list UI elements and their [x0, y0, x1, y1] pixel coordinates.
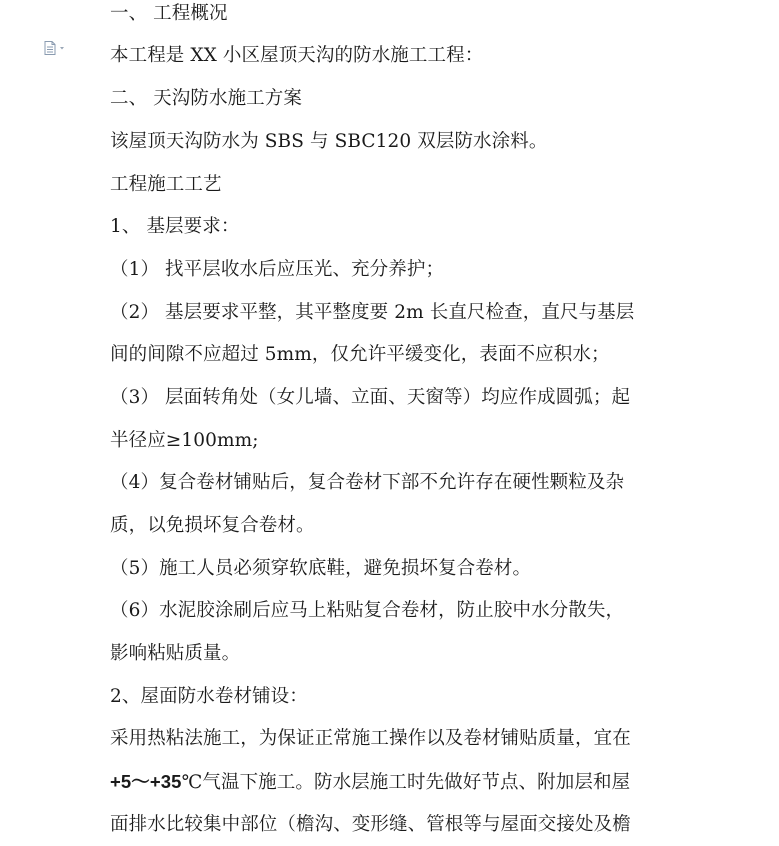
heading-overview: 一、 工程概况 [110, 3, 228, 24]
temperature-range: +5～+35 [110, 771, 182, 792]
paragraph-drainage: 面排水比较集中部位（檐沟、变形缝、管根等与屋面交接处及檐 [110, 814, 631, 835]
paragraph-material: 该屋顶天沟防水为 SBS 与 SBC120 双层防水涂料。 [110, 131, 548, 152]
heading-plan: 二、 天沟防水施工方案 [110, 88, 302, 109]
document-icon[interactable] [44, 41, 66, 55]
heading-process: 工程施工工艺 [110, 174, 222, 195]
list-item-4: （4）复合卷材铺贴后，复合卷材下部不允许存在硬性颗粒及杂 [110, 472, 625, 493]
list-item-5: （5）施工人员必须穿软底鞋，避免损坏复合卷材。 [110, 558, 532, 579]
paragraph-intro: 本工程是 XX 小区屋顶天沟的防水施工工程： [110, 45, 484, 66]
list-item-2-cont: 间的间隙不应超过 5mm，仅允许平缓变化，表面不应积水； [110, 344, 610, 365]
list-item-3: （3） 层面转角处（女儿墙、立面、天窗等）均应作成圆弧；起 [110, 387, 631, 408]
list-item-3-cont: 半径应≥100mm; [110, 430, 259, 451]
list-item-1: （1） 找平层收水后应压光、充分养护； [110, 259, 445, 280]
heading-membrane: 2、屋面防水卷材铺设： [110, 686, 308, 707]
paragraph-hot-method: 采用热粘法施工，为保证正常施工操作以及卷材铺贴质量，宜在 [110, 728, 631, 749]
list-item-4-cont: 质，以免损坏复合卷材。 [110, 515, 315, 536]
list-item-2: （2） 基层要求平整，其平整度要 2m 长直尺检查，直尺与基层 [110, 302, 635, 323]
list-item-6: （6）水泥胶涂刷后应马上粘贴复合卷材，防止胶中水分散失， [110, 600, 625, 621]
paragraph-temperature [110, 771, 630, 794]
temperature-text: ℃气温下施工。防水层施工时先做好节点、附加层和屋 [181, 772, 631, 793]
heading-base-req: 1、 基层要求： [110, 216, 240, 237]
list-item-6-cont: 影响粘贴质量。 [110, 643, 241, 664]
